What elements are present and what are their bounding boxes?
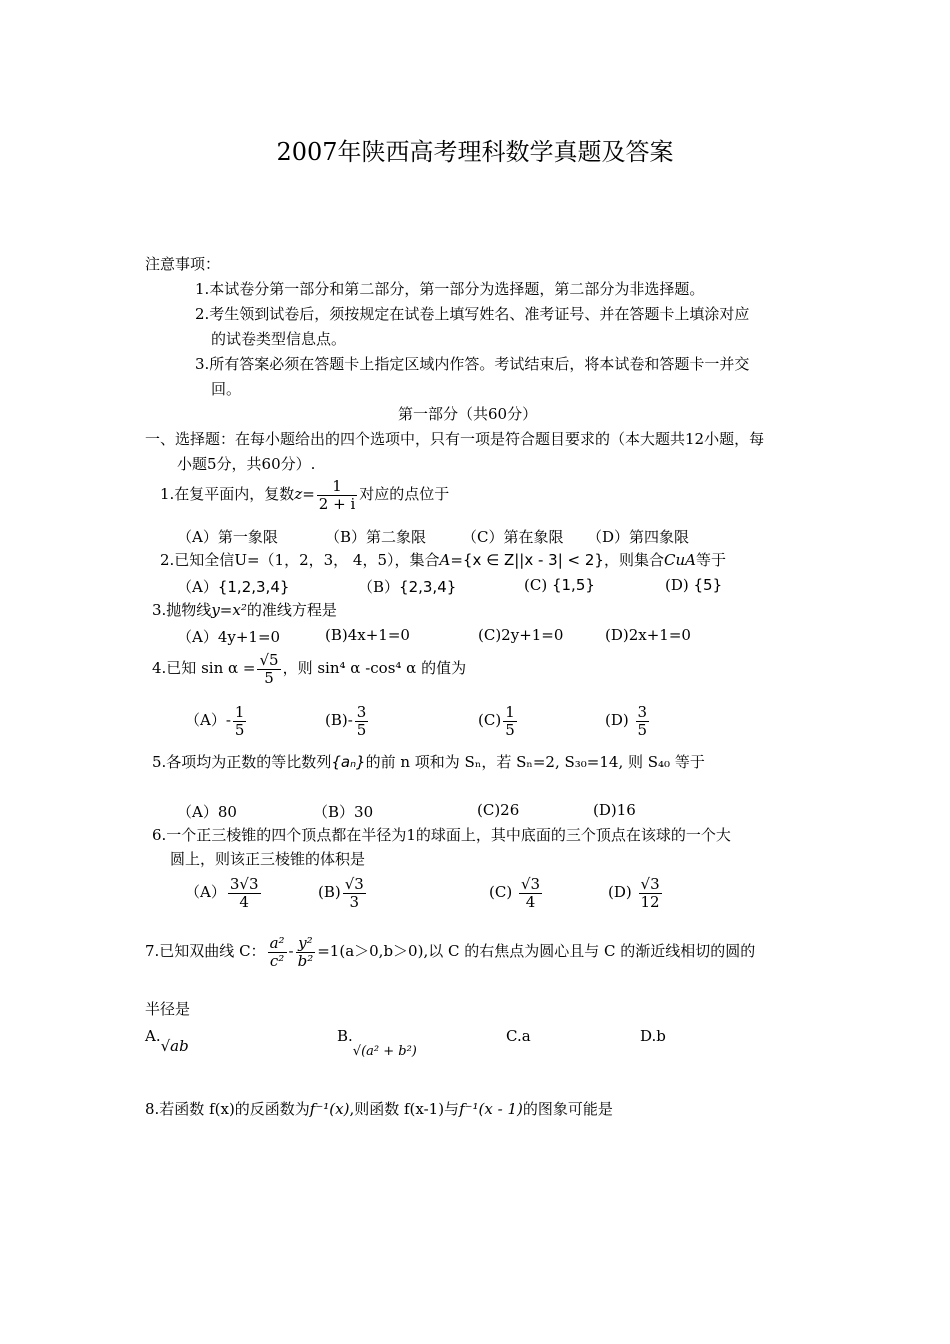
q4-option-c-num: 1 (505, 703, 515, 721)
question-8 (145, 1100, 613, 1118)
q6-option-a-num: 3√3 (229, 875, 259, 893)
q8-suffix: 的图象可能是 (522, 1100, 613, 1118)
q8-prefix: 8.若函数 f(x)的反函数为 (145, 1100, 310, 1118)
notice-item-3-cont: 回。 (211, 380, 242, 398)
q4-option-c (478, 704, 519, 738)
q4-option-d (605, 704, 651, 738)
q4-option-a-frac (233, 704, 247, 738)
q4-option-d-label: (D) (605, 711, 629, 729)
q1-num: 1 (317, 478, 357, 496)
q6-option-d-frac (639, 876, 662, 910)
q5-suffix: 的前 n 项和为 Sₙ，若 Sₙ=2, S₃₀=14, 则 S₄₀ 等于 (365, 753, 705, 771)
question-5 (152, 753, 705, 771)
q3-suffix: 的准线方程是 (246, 601, 337, 619)
notice-item-2-cont: 的试卷类型信息点。 (211, 330, 347, 348)
q6-option-c (489, 876, 544, 910)
section-heading: 一、选择题：在每小题给出的四个选项中，只有一项是符合题目要求的（本大题共12小题，每 (145, 430, 765, 448)
q5-option-b: （B）30 (313, 803, 374, 821)
q6-option-c-num: √3 (520, 875, 541, 893)
question-1 (160, 478, 449, 512)
notice-item-1: 1.本试卷分第一部分和第二部分，第一部分为选择题，第二部分为非选择题。 (195, 280, 705, 298)
q6-option-d-den: 12 (640, 892, 660, 911)
q4-option-a (185, 704, 248, 738)
q2-a: A= (439, 551, 463, 569)
q1-option-a: （A）第一象限 (177, 528, 278, 546)
q6-option-a (185, 876, 263, 910)
q7-option-d: D.b (640, 1027, 666, 1045)
q4-option-a-den: 5 (234, 720, 245, 739)
q1-option-b: （B）第二象限 (325, 528, 427, 546)
notice-heading: 注意事项： (145, 255, 221, 273)
q5-seq: {aₙ} (331, 753, 366, 771)
q2-option-d-label: (D) (665, 576, 689, 594)
q4-option-d-frac (636, 704, 650, 738)
q7-f1-den: c² (269, 951, 285, 970)
q7-option-b-expr: √(a² + b²) (352, 1044, 417, 1059)
q2-option-d-set: {5} (693, 576, 723, 594)
question-7-cont: 半径是 (145, 1000, 191, 1018)
q7-option-c: C.a (506, 1027, 531, 1045)
q4-option-c-den: 5 (505, 720, 515, 739)
question-2 (160, 551, 726, 569)
q4-option-b-frac (355, 704, 369, 738)
q2-option-a-label: （A） (177, 578, 218, 596)
q1-option-c: （C）第在象限 (462, 528, 564, 546)
q4-option-d-den: 5 (637, 720, 648, 739)
q2-option-b-label: （B） (358, 578, 400, 596)
q4-prefix: 4.已知 sin α = (152, 659, 256, 677)
q4-option-c-frac (503, 704, 517, 738)
q3-option-c: (C)2y+1=0 (478, 626, 564, 644)
q7-fraction-1 (268, 935, 287, 969)
q2-set: {x ∈ Z||x - 3| < 2} (462, 551, 604, 569)
q6-option-d-num: √3 (640, 875, 660, 893)
q4-option-d-num: 3 (637, 703, 648, 721)
q4-num: √5 (259, 651, 279, 669)
section-heading-cont: 小题5分，共60分）. (177, 455, 316, 473)
q2-option-b (358, 576, 456, 597)
q7-option-b-label: B. (337, 1027, 353, 1045)
page-title: 2007年陕西高考理科数学真题及答案 (276, 138, 674, 166)
q1-prefix: 1.在复平面内，复数 (160, 485, 295, 503)
q6-option-b-label: (B) (318, 883, 341, 901)
q6-option-a-den: 4 (239, 892, 249, 911)
q5-option-d: (D)16 (593, 801, 636, 819)
q5-option-c: (C)26 (477, 801, 520, 819)
q4-option-a-num: 1 (234, 703, 245, 721)
q7-f1-num: a² (269, 934, 285, 952)
q4-option-b-label: (B)- (325, 711, 353, 729)
q3-prefix: 3.抛物线 (152, 601, 212, 619)
q2-option-c (524, 576, 595, 594)
q4-den: 5 (264, 668, 274, 687)
q3-expr: y=x² (211, 601, 247, 619)
q8-inverse-1: f⁻¹(x) (309, 1100, 350, 1118)
q8-inverse-2: f⁻¹(x - 1) (459, 1100, 523, 1118)
q5-option-a: （A）80 (177, 803, 237, 821)
q7-suffix: =1(a＞0,b＞0),以 C 的右焦点为圆心且与 C 的渐近线相切的圆的 (317, 942, 756, 960)
q2-ca: CuA (663, 551, 696, 569)
q6-option-c-den: 4 (525, 892, 536, 911)
q4-option-b (325, 704, 370, 738)
q4-option-a-label: （A）- (185, 711, 231, 729)
q7-minus: - (288, 942, 294, 960)
q7-option-a (145, 1027, 189, 1055)
q7-fraction-2 (296, 935, 316, 969)
question-4 (152, 652, 466, 686)
notice-item-2: 2.考生领到试卷后，须按规定在试卷上填写姓名、准考证号、并在答题卡上填涂对应 (195, 305, 750, 323)
q6-option-c-frac (519, 876, 542, 910)
q4-suffix: ，则 sin⁴ α -cos⁴ α 的值为 (282, 659, 467, 677)
q6-option-c-label: (C) (489, 883, 513, 901)
q7-option-b (337, 1027, 417, 1059)
q1-suffix: 对应的点位于 (359, 485, 450, 503)
q2-u: U=（1，2，3， 4，5），集合 (234, 551, 440, 569)
q6-option-a-frac (228, 876, 261, 910)
q6-option-d-label: (D) (608, 883, 632, 901)
q2-option-b-set: {2,3,4} (399, 578, 457, 596)
q2-option-c-label: (C) (524, 576, 548, 594)
q5-prefix: 5.各项均为正数的等比数列 (152, 753, 332, 771)
q1-option-d: （D）第四象限 (587, 528, 690, 546)
q4-option-b-den: 5 (356, 720, 367, 739)
q7-f2-den: b² (297, 951, 314, 970)
q2-option-a (177, 576, 289, 597)
q7-option-a-expr: √ab (160, 1037, 189, 1055)
q3-option-a: （A）4y+1=0 (177, 628, 281, 646)
q6-option-a-label: （A） (185, 883, 226, 901)
q7-f2-num: y² (296, 935, 316, 953)
q2-option-a-set: {1,2,3,4} (217, 578, 290, 596)
q3-option-b: (B)4x+1=0 (325, 626, 410, 644)
q4-option-c-label: (C) (478, 711, 502, 729)
q1-fraction (317, 478, 357, 512)
question-3 (152, 601, 337, 619)
part-heading: 第一部分（共60分） (398, 405, 538, 423)
q6-option-b-den: 3 (349, 892, 360, 911)
q3-option-d: (D)2x+1=0 (605, 626, 691, 644)
q2-end: 等于 (695, 551, 726, 569)
q2-option-c-set: {1,5} (551, 576, 595, 594)
q2-option-d (665, 576, 722, 594)
q7-option-a-label: A. (145, 1027, 161, 1045)
q7-prefix: 7.已知双曲线 C： (145, 942, 266, 960)
q1-den: 2 + i (318, 494, 356, 513)
q2-prefix: 2.已知全信 (160, 551, 235, 569)
question-6: 6.一个正三棱锥的四个顶点都在半径为1的球面上，其中底面的三个顶点在该球的一个大 (152, 826, 731, 844)
q2-suffix: ，则集合 (603, 551, 664, 569)
q4-fraction (257, 652, 280, 686)
q1-z: z= (294, 485, 315, 503)
question-7 (145, 935, 755, 969)
q4-option-b-num: 3 (356, 703, 367, 721)
q6-option-b-frac (343, 876, 366, 910)
q6-option-d (608, 876, 664, 910)
q8-mid: ,则函数 f(x-1)与 (349, 1100, 460, 1118)
notice-item-3: 3.所有答案必须在答题卡上指定区域内作答。考试结束后，将本试卷和答题卡一并交 (195, 355, 750, 373)
q6-option-b-num: √3 (344, 875, 364, 893)
q6-option-b (318, 876, 368, 910)
question-6-cont: 圆上，则该正三棱锥的体积是 (170, 850, 366, 868)
